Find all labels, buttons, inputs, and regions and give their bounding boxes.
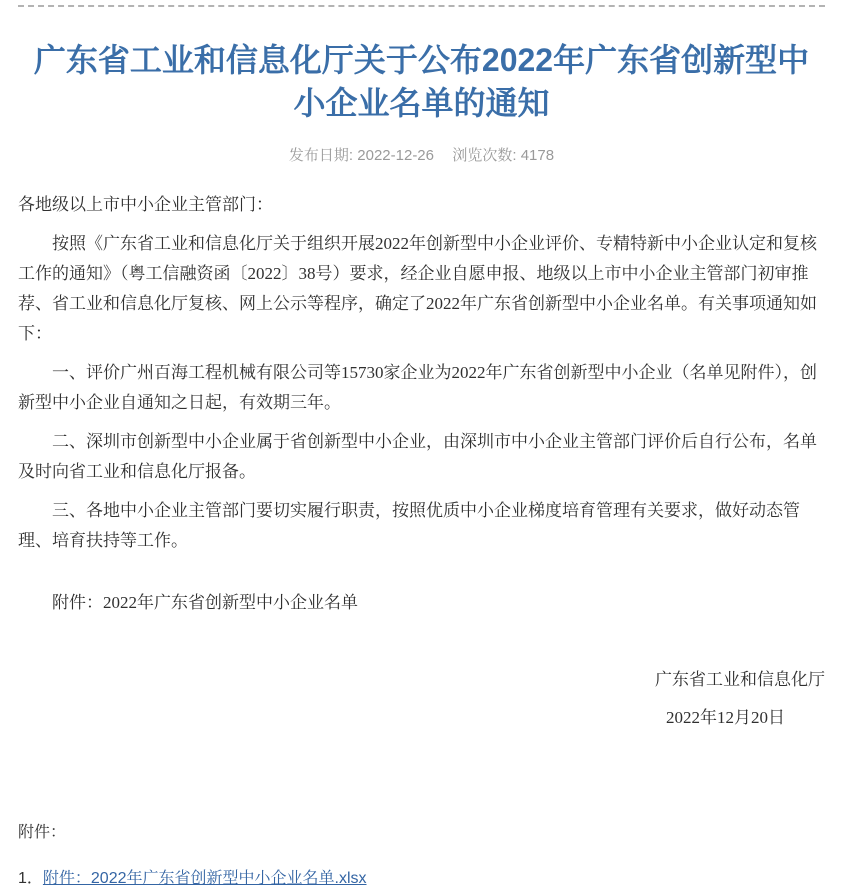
attachment-item-index: 1． <box>18 870 43 887</box>
paragraph-intro: 按照《广东省工业和信息化厅关于组织开展2022年创新型中小企业评价、专精特新中小企业认定和复核工作的通知》（粤工信融资函〔2022〕38号）要求，经企业自愿申报、地级以上市中小企业主管部门初审推荐、省工业和信息化厅复核、网上公示等程序，确定了2022年广东省创新型中小企业名单。有关事项通知如下： <box>18 234 817 343</box>
attachments-label: 附件： <box>18 824 67 841</box>
salutation: 各地级以上市中小企业主管部门： <box>18 195 273 214</box>
paragraph-item-1: 一、评价广州百海工程机械有限公司等15730家企业为2022年广东省创新型中小企业（名单见附件），创新型中小企业自通知之日起，有效期三年。 <box>18 363 817 412</box>
attachment-note: 附件：2022年广东省创新型中小企业名单 <box>52 593 358 612</box>
attachment-list-item <box>18 868 825 890</box>
meta-bar <box>18 146 825 166</box>
views-value: 4178 <box>520 147 555 164</box>
signature-issuer: 广东省工业和信息化厅 <box>655 670 825 689</box>
paragraph-item-3: 三、各地中小企业主管部门要切实履行职责，按照优质中小企业梯度培育管理有关要求，做好动态管理、培育扶持等工作。 <box>18 501 800 550</box>
publish-date-label: 发布日期: <box>288 147 354 164</box>
notice-body <box>18 190 825 730</box>
signature-block <box>18 668 825 730</box>
page-title-line-2: 小企业名单的通知 <box>293 85 550 121</box>
page-title-line-1: 广东省工业和信息化厅关于公布2022年广东省创新型中 <box>33 42 810 78</box>
paragraph-item-2: 二、深圳市创新型中小企业属于省创新型中小企业，由深圳市中小企业主管部门评价后自行公布，名单及时向省工业和信息化厅报备。 <box>18 432 817 481</box>
top-dashed-divider <box>18 5 825 7</box>
attachments-section <box>18 822 825 890</box>
signature-date: 2022年12月20日 <box>666 708 785 727</box>
publish-date-value: 2022-12-26 <box>357 147 434 164</box>
page-title <box>18 39 825 125</box>
attachment-download-link[interactable]: 附件：2022年广东省创新型中小企业名单.xlsx <box>42 870 367 887</box>
views-label: 浏览次数: <box>452 147 517 164</box>
